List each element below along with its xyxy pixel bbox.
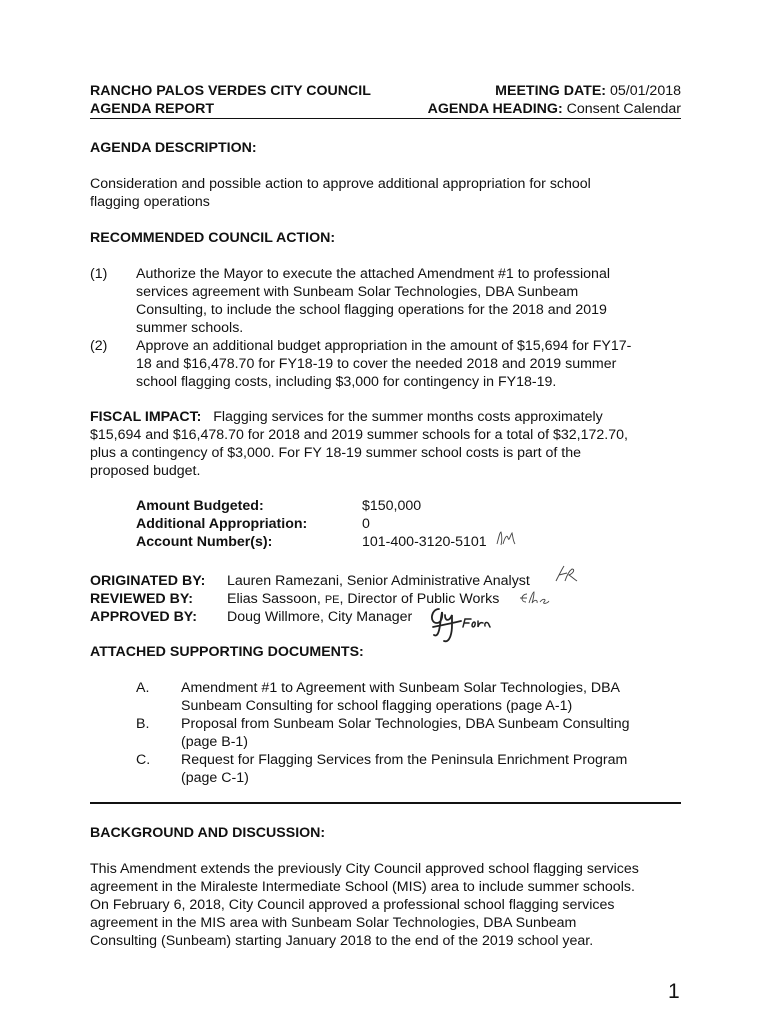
action-number: (1) [90, 266, 108, 282]
agenda-heading [428, 100, 681, 118]
meeting-date [495, 82, 681, 100]
attachment-line: Request for Flagging Services from the Peninsula Enrichment Program [181, 752, 628, 768]
fiscal-impact-text: Flagging services for the summer months costs approximately [213, 409, 603, 425]
attachment-line: Proposal from Sunbeam Solar Technologies, DBA Sunbeam Consulting [181, 716, 630, 732]
header-rule [90, 118, 681, 119]
action-line: 18 and $16,478.70 for FY18-19 to cover the needed 2018 and 2019 summer [136, 356, 617, 372]
agenda-heading-label: AGENDA HEADING: [427, 101, 563, 117]
fiscal-impact-first-line [90, 408, 603, 426]
attachments-title: ATTACHED SUPPORTING DOCUMENTS: [90, 644, 364, 660]
fiscal-impact-label: FISCAL IMPACT: [90, 409, 202, 425]
budget-value: 0 [362, 516, 370, 532]
attachment-letter: B. [136, 716, 150, 732]
action-line: services agreement with Sunbeam Solar Technologies, DBA Sunbeam [136, 284, 579, 300]
fiscal-impact-line: plus a contingency of $3,000. For FY 18-19 summer school costs is part of the [90, 445, 582, 461]
approved-by-value: Doug Willmore, City Manager [227, 609, 413, 625]
meeting-date-value: 05/01/2018 [609, 83, 681, 99]
originated-by-label: ORIGINATED BY: [90, 573, 206, 589]
reviewed-by-label: REVIEWED BY: [90, 591, 193, 607]
attachment-letter: A. [136, 680, 150, 696]
account-initials-signature [494, 528, 520, 548]
background-line: This Amendment extends the previously City Council approved school flagging services [90, 861, 639, 877]
agenda-description-line: flagging operations [90, 194, 210, 210]
attachment-line: (page C-1) [181, 770, 249, 786]
action-line: Approve an additional budget appropriation in the amount of $15,694 for FY17- [136, 338, 632, 354]
originated-initials-signature [553, 563, 579, 585]
background-line: agreement in the MIS area with Sunbeam Solar Technologies, DBA Sunbeam [90, 915, 577, 931]
action-line: Consulting, to include the school flagging operations for the 2018 and 2019 [136, 302, 607, 318]
agenda-heading-value: Consent Calendar [566, 101, 681, 117]
recommended-action-title: RECOMMENDED COUNCIL ACTION: [90, 230, 336, 246]
budget-label: Account Number(s): [136, 534, 273, 550]
section-divider [90, 802, 681, 804]
reviewed-by-credential: PE [324, 594, 340, 606]
budget-label: Amount Budgeted: [136, 498, 264, 514]
background-line: Consulting (Sunbeam) starting January 2018 to the end of the 2019 school year. [90, 933, 594, 949]
background-title: BACKGROUND AND DISCUSSION: [90, 825, 326, 841]
background-line: agreement in the Miraleste Intermediate School (MIS) area to include summer schools. [90, 879, 635, 895]
action-number: (2) [90, 338, 108, 354]
approved-by-label: APPROVED BY: [90, 609, 197, 625]
action-line: Authorize the Mayor to execute the attached Amendment #1 to professional [136, 266, 610, 282]
reviewed-by-name: Elias Sassoon, [227, 591, 321, 607]
council-name: RANCHO PALOS VERDES CITY COUNCIL [90, 83, 371, 99]
page-number: 1 [668, 980, 680, 1003]
attachment-line: (page B-1) [181, 734, 249, 750]
budget-value: $150,000 [362, 498, 422, 514]
report-type: AGENDA REPORT [90, 101, 215, 117]
budget-value: 101-400-3120-5101 [362, 534, 487, 550]
fiscal-impact-line: $15,694 and $16,478.70 for 2018 and 2019 summer schools for a total of $32,172.70, [90, 427, 628, 443]
action-line: school flagging costs, including $3,000 for contingency in FY18-19. [136, 374, 557, 390]
reviewed-by-title: , Director of Public Works [339, 591, 500, 607]
action-line: summer schools. [136, 320, 244, 336]
meeting-date-label: MEETING DATE: [495, 83, 607, 99]
budget-label: Additional Appropriation: [136, 516, 308, 532]
agenda-description-line: Consideration and possible action to approve additional appropriation for school [90, 176, 591, 192]
attachment-line: Amendment #1 to Agreement with Sunbeam Solar Technologies, DBA [181, 680, 621, 696]
approved-signature [425, 603, 491, 647]
originated-by-value: Lauren Ramezani, Senior Administrative Analyst [227, 573, 530, 589]
attachment-line: Sunbeam Consulting for school flagging operations (page A-1) [181, 698, 573, 714]
agenda-description-title: AGENDA DESCRIPTION: [90, 140, 257, 156]
background-line: On February 6, 2018, City Council approved a professional school flagging services [90, 897, 615, 913]
reviewed-initials-signature [517, 588, 551, 608]
attachment-letter: C. [136, 752, 151, 768]
fiscal-impact-line: proposed budget. [90, 463, 201, 479]
